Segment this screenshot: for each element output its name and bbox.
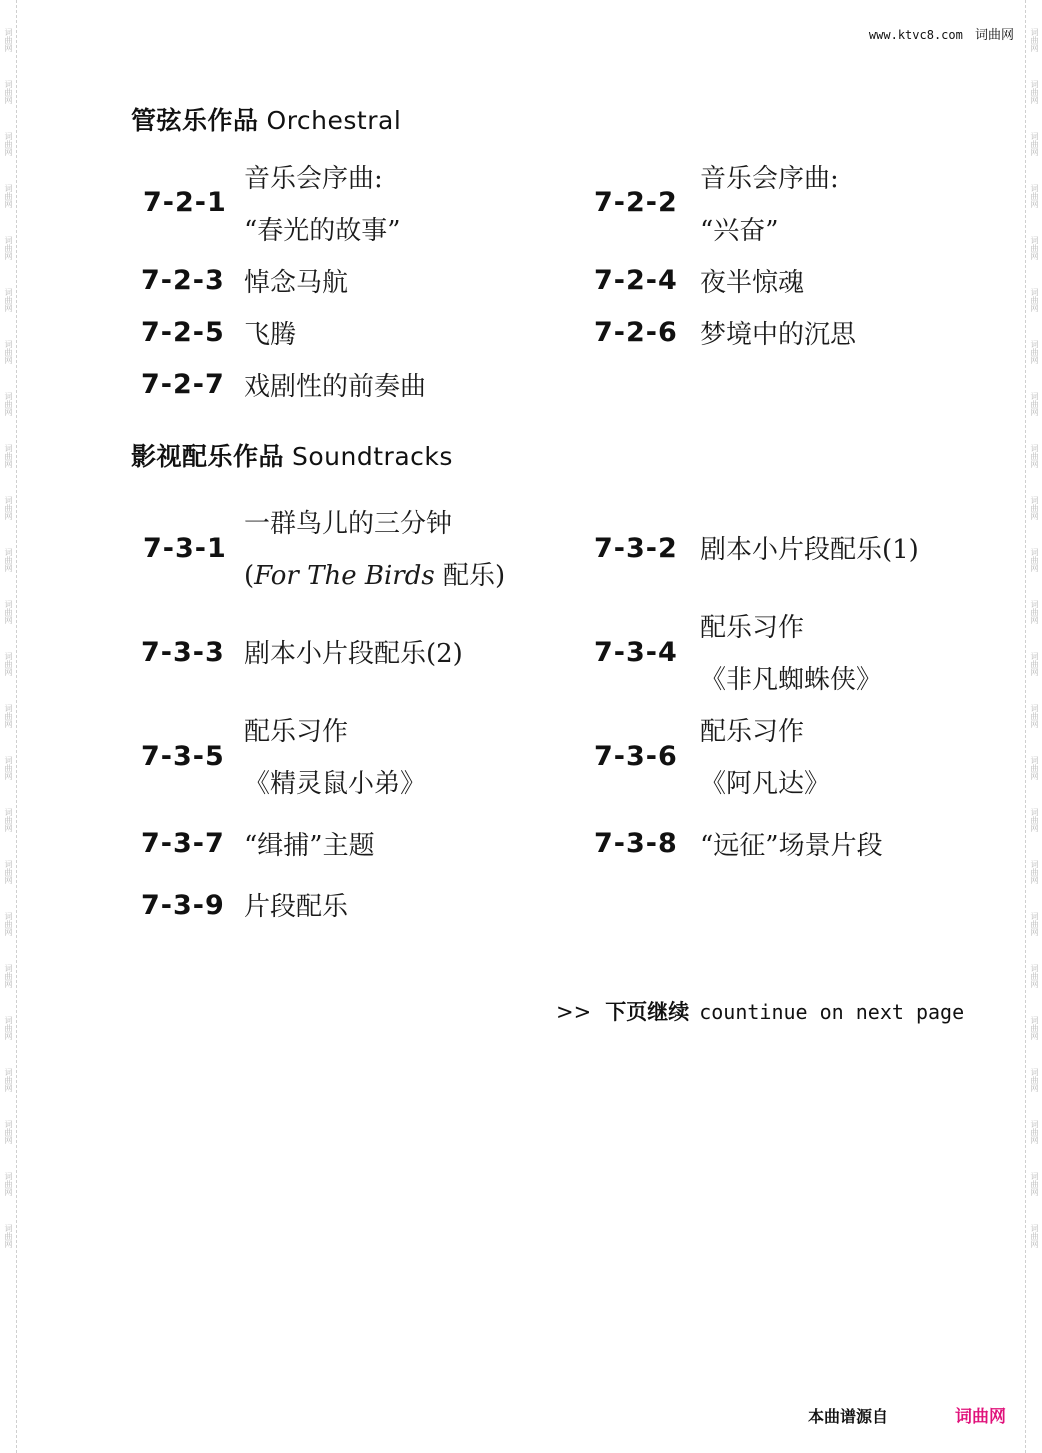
item-number: 7-3-7 [141, 828, 225, 859]
edge-watermark: 词曲网 [1030, 444, 1039, 468]
edge-watermark: 词曲网 [1030, 80, 1039, 104]
edge-watermark: 词曲网 [4, 392, 13, 416]
item-title: 片段配乐 [244, 892, 349, 922]
item-number: 7-2-3 [141, 265, 225, 296]
item-number: 7-2-2 [594, 187, 678, 218]
item-title: 配乐习作 [700, 717, 805, 747]
item-title: 戏剧性的前奏曲 [244, 372, 427, 402]
item-number: 7-3-5 [141, 741, 225, 772]
edge-watermark: 词曲网 [4, 548, 13, 572]
item-title: 配乐习作 [700, 613, 805, 643]
edge-watermark: 词曲网 [4, 704, 13, 728]
section-title-cn: 影视配乐作品 [131, 442, 285, 471]
edge-watermark: 词曲网 [4, 80, 13, 104]
site-name: 词曲网 [974, 28, 1014, 43]
item-title: 飞腾 [244, 320, 297, 350]
footer-site-logo[interactable]: 词曲网 [955, 1407, 1006, 1427]
edge-watermark: 词曲网 [1030, 236, 1039, 260]
edge-watermark: 词曲网 [1030, 1172, 1039, 1196]
item-title: 剧本小片段配乐(2) [244, 639, 463, 669]
site-header [869, 24, 1014, 43]
section-title-cn: 管弦乐作品 [131, 106, 259, 135]
edge-watermark: 词曲网 [1030, 756, 1039, 780]
item-number: 7-3-9 [141, 890, 225, 921]
section-title-orchestral [131, 101, 401, 137]
edge-watermark: 词曲网 [4, 652, 13, 676]
edge-watermark: 词曲网 [4, 28, 13, 52]
item-title: 音乐会序曲: [700, 164, 839, 194]
edge-watermark: 词曲网 [1030, 964, 1039, 988]
edge-watermark: 词曲网 [4, 340, 13, 364]
edge-watermark: 词曲网 [4, 132, 13, 156]
continue-note [556, 996, 964, 1026]
item-number: 7-2-5 [141, 317, 225, 348]
item-title: 剧本小片段配乐(1) [700, 535, 919, 565]
right-watermark-strip [1025, 0, 1042, 1453]
edge-watermark: 词曲网 [4, 600, 13, 624]
item-title: 梦境中的沉思 [700, 320, 857, 350]
item-title: 一群鸟儿的三分钟 [244, 509, 453, 539]
item-title: “缉捕”主题 [244, 831, 375, 861]
item-number: 7-2-4 [594, 265, 678, 296]
edge-watermark: 词曲网 [1030, 392, 1039, 416]
edge-watermark: 词曲网 [4, 496, 13, 520]
edge-watermark: 词曲网 [4, 808, 13, 832]
edge-watermark: 词曲网 [1030, 1016, 1039, 1040]
item-subtitle: 《阿凡达》 [700, 769, 831, 799]
edge-watermark: 词曲网 [4, 756, 13, 780]
edge-watermark: 词曲网 [4, 184, 13, 208]
edge-watermark: 词曲网 [1030, 1224, 1039, 1248]
continue-arrow-icon: >> [556, 1000, 592, 1024]
item-number: 7-2-6 [594, 317, 678, 348]
continue-label-en: countinue on next page [699, 1000, 965, 1024]
film-title-italic: For The Birds [254, 561, 435, 591]
item-subtitle: (For The Birds 配乐) [244, 561, 506, 591]
item-subtitle: 《非凡蜘蛛侠》 [700, 665, 883, 695]
item-subtitle: “兴奋” [700, 216, 779, 246]
item-title: 配乐习作 [244, 717, 349, 747]
footer-source-label: 本曲谱源自 [808, 1407, 889, 1426]
edge-watermark: 词曲网 [4, 236, 13, 260]
edge-watermark: 词曲网 [4, 912, 13, 936]
item-title: 音乐会序曲: [244, 164, 383, 194]
edge-watermark: 词曲网 [4, 1068, 13, 1092]
edge-watermark: 词曲网 [1030, 28, 1039, 52]
edge-watermark: 词曲网 [4, 1120, 13, 1144]
edge-watermark: 词曲网 [1030, 652, 1039, 676]
item-number: 7-2-1 [143, 187, 227, 218]
item-number: 7-3-6 [594, 741, 678, 772]
item-title: “远征”场景片段 [700, 831, 883, 861]
section-title-en: Orchestral [266, 106, 402, 135]
site-url[interactable]: www.ktvc8.com [868, 28, 963, 42]
edge-watermark: 词曲网 [1030, 548, 1039, 572]
edge-watermark: 词曲网 [4, 288, 13, 312]
edge-watermark: 词曲网 [1030, 132, 1039, 156]
section-title-en: Soundtracks [292, 442, 453, 471]
item-title: 悼念马航 [244, 268, 349, 298]
left-watermark-strip [0, 0, 17, 1453]
item-number: 7-2-7 [141, 369, 225, 400]
edge-watermark: 词曲网 [1030, 288, 1039, 312]
item-number: 7-3-3 [141, 637, 225, 668]
edge-watermark: 词曲网 [1030, 704, 1039, 728]
continue-label-cn: 下页继续 [605, 1000, 690, 1024]
edge-watermark: 词曲网 [1030, 496, 1039, 520]
edge-watermark: 词曲网 [1030, 600, 1039, 624]
item-subtitle: “春光的故事” [244, 216, 401, 246]
edge-watermark: 词曲网 [1030, 340, 1039, 364]
item-number: 7-3-2 [594, 533, 678, 564]
edge-watermark: 词曲网 [4, 444, 13, 468]
edge-watermark: 词曲网 [4, 964, 13, 988]
item-number: 7-3-1 [143, 533, 227, 564]
edge-watermark: 词曲网 [1030, 860, 1039, 884]
edge-watermark: 词曲网 [4, 1016, 13, 1040]
edge-watermark: 词曲网 [4, 860, 13, 884]
edge-watermark: 词曲网 [1030, 184, 1039, 208]
edge-watermark: 词曲网 [1030, 808, 1039, 832]
edge-watermark: 词曲网 [1030, 1120, 1039, 1144]
edge-watermark: 词曲网 [1030, 912, 1039, 936]
item-subtitle: 《精灵鼠小弟》 [244, 769, 427, 799]
edge-watermark: 词曲网 [4, 1172, 13, 1196]
item-title: 夜半惊魂 [700, 268, 805, 298]
section-title-soundtracks [131, 437, 453, 473]
item-number: 7-3-8 [594, 828, 678, 859]
edge-watermark: 词曲网 [4, 1224, 13, 1248]
edge-watermark: 词曲网 [1030, 1068, 1039, 1092]
item-number: 7-3-4 [594, 637, 678, 668]
